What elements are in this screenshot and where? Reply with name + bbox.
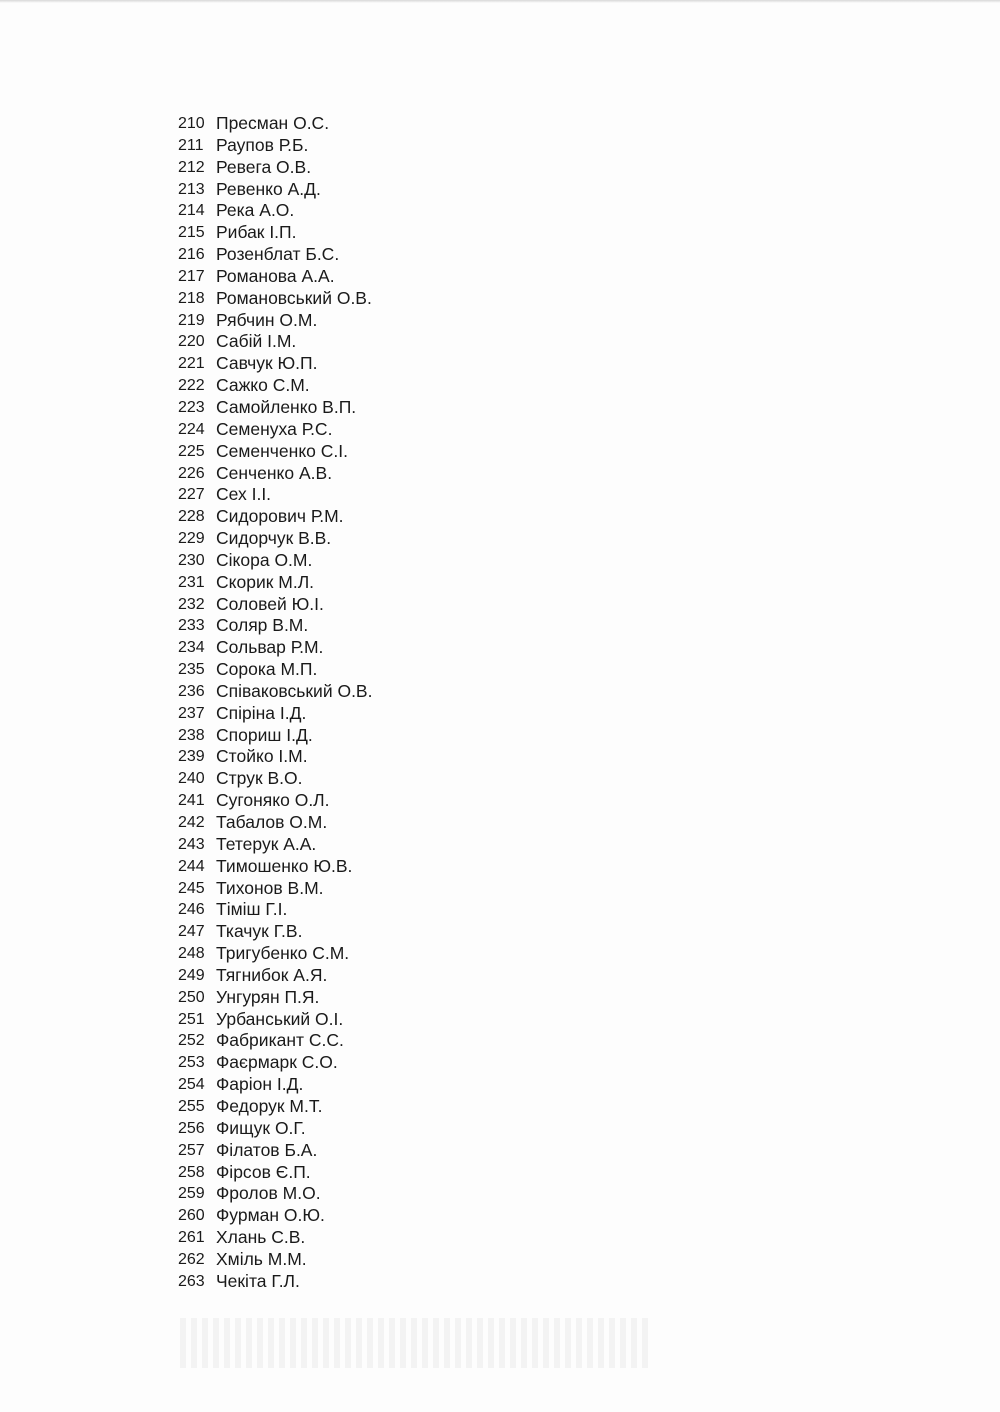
entry-number: 215 [178,224,205,242]
entry-name: Сольвар Р.М. [216,637,324,658]
entry-number: 253 [178,1054,205,1072]
names-list [178,113,372,1293]
entry-name: Розенблат Б.С. [216,244,340,265]
list-item [178,725,372,747]
list-item [178,1205,372,1227]
entry-name: Табалов О.М. [216,812,328,832]
entry-number: 229 [178,530,205,548]
entry-number: 214 [178,202,205,220]
entry-name: Скорик М.Л. [216,571,315,592]
list-item [178,419,372,441]
entry-name: Сидорчук В.В. [216,528,332,549]
entry-name: Фищук О.Г. [216,1117,306,1138]
entry-number: 235 [178,661,205,679]
entry-name: Сорока М.П. [216,659,318,680]
entry-number: 240 [178,770,205,788]
entry-number: 244 [178,857,205,875]
list-item [178,113,372,135]
list-item [178,244,372,266]
list-item [178,463,372,485]
list-item [178,856,372,878]
entry-name: Спориш І.Д. [216,724,313,745]
entry-number: 256 [178,1119,205,1137]
list-item [178,331,372,353]
entry-number: 254 [178,1076,205,1094]
entry-name: Тягнибок А.Я. [216,964,328,985]
bleed-through-text [180,1318,650,1368]
entry-name: Фаєрмарк С.О. [216,1052,338,1073]
list-item [178,222,372,244]
entry-number: 257 [178,1141,205,1159]
entry-name: Федорук М.Т. [216,1095,323,1116]
entry-number: 259 [178,1185,205,1203]
entry-name: Стойко І.М. [216,746,308,767]
entry-name: Хміль М.М. [216,1248,307,1269]
entry-number: 219 [178,311,205,329]
list-item [178,878,372,900]
entry-number: 222 [178,377,205,395]
entry-name: Тригубенко С.М. [216,943,350,964]
entry-number: 220 [178,333,205,351]
entry-number: 243 [178,835,205,853]
entry-name: Струк В.О. [216,768,303,789]
entry-number: 260 [178,1207,205,1225]
entry-name: Спіріна І.Д. [216,702,307,723]
entry-number: 238 [178,726,205,744]
entry-name: Семенуха Р.С. [216,418,333,439]
entry-name: Фролов М.О. [216,1183,321,1204]
list-item [178,397,372,419]
entry-number: 241 [178,792,205,810]
list-item [178,484,372,506]
list-item [178,375,372,397]
entry-name: Ревега О.В. [216,156,312,177]
list-item [178,1140,372,1162]
list-item [178,528,372,550]
list-item [178,834,372,856]
entry-name: Сугоняко О.Л. [216,790,330,811]
list-item [178,965,372,987]
entry-number: 250 [178,988,205,1006]
entry-name: Соловей Ю.І. [216,593,324,614]
entry-name: Самойленко В.П. [216,396,357,417]
list-item [178,921,372,943]
list-item [178,987,372,1009]
scan-top-edge [0,0,1000,3]
entry-number: 224 [178,420,205,438]
entry-name: Соляр В.М. [216,615,309,636]
list-item [178,615,372,637]
entry-number: 237 [178,704,205,722]
entry-number: 249 [178,966,205,984]
entry-number: 262 [178,1250,205,1268]
list-item [178,506,372,528]
list-item [178,768,372,790]
entry-name: Семенченко С.І. [216,440,348,461]
entry-name: Романова А.А. [216,265,335,286]
entry-name: Чекіта Г.Л. [216,1270,300,1291]
entry-name: Тетерук А.А. [216,833,317,854]
entry-number: 210 [178,115,205,132]
entry-name: Сажко С.М. [216,375,310,396]
entry-number: 232 [178,595,205,613]
entry-number: 242 [178,814,205,831]
entry-number: 245 [178,879,205,897]
entry-number: 213 [178,180,205,198]
entry-number: 228 [178,508,205,526]
list-item [178,899,372,921]
list-item [178,179,372,201]
list-item [178,135,372,157]
entry-name: Хлань С.В. [216,1227,306,1248]
list-item [178,157,372,179]
entry-number: 236 [178,682,205,700]
entry-number: 258 [178,1163,205,1181]
entry-number: 221 [178,355,205,373]
entry-name: Фабрикант С.С. [216,1030,344,1051]
list-item [178,1074,372,1096]
entry-name: Ревенко А.Д. [216,178,321,199]
list-item [178,353,372,375]
entry-name: Савчук Ю.П. [216,353,318,374]
entry-name: Сех І.І. [216,484,272,505]
list-item [178,550,372,572]
entry-number: 230 [178,551,205,569]
entry-number: 263 [178,1272,205,1290]
entry-name: Співаковський О.В. [216,680,373,701]
list-item [178,1009,372,1031]
list-item [178,200,372,222]
entry-name: Сенченко А.В. [216,462,333,483]
entry-number: 233 [178,617,205,635]
entry-name: Філатов Б.А. [216,1139,318,1160]
entry-number: 252 [178,1032,205,1050]
entry-number: 217 [178,267,205,285]
list-item [178,1030,372,1052]
entry-number: 218 [178,289,205,307]
entry-name: Фаріон І.Д. [216,1074,304,1095]
entry-number: 216 [178,246,205,264]
entry-name: Фірсов Є.П. [216,1161,311,1182]
entry-number: 226 [178,464,205,482]
list-item [178,812,372,834]
entry-name: Сабій І.М. [216,331,297,352]
list-item [178,703,372,725]
entry-name: Романовський О.В. [216,287,372,308]
list-item [178,1118,372,1140]
entry-number: 234 [178,639,205,657]
list-item [178,746,372,768]
list-item [178,572,372,594]
list-item [178,594,372,616]
entry-name: Ткачук Г.В. [216,921,303,942]
entry-name: Унгурян П.Я. [216,986,320,1007]
list-item [178,1162,372,1184]
entry-name: Тихонов В.М. [216,877,324,898]
list-item [178,637,372,659]
entry-name: Раупов Р.Б. [216,134,309,155]
entry-number: 225 [178,442,205,460]
entry-number: 247 [178,923,205,941]
entry-name: Река А.О. [216,200,295,221]
entry-name: Урбанський О.І. [216,1008,344,1029]
list-item [178,790,372,812]
entry-name: Тимошенко Ю.В. [216,855,353,876]
entry-name: Тіміш Г.І. [216,899,288,920]
list-item [178,1052,372,1074]
list-item [178,310,372,332]
list-item [178,1271,372,1293]
entry-name: Рибак І.П. [216,222,297,243]
list-item [178,681,372,703]
entry-number: 248 [178,945,205,963]
list-item [178,1096,372,1118]
entry-name: Сидорович Р.М. [216,506,344,527]
entry-number: 231 [178,573,205,591]
entry-number: 261 [178,1229,205,1247]
entry-number: 246 [178,901,205,919]
entry-name: Сікора О.М. [216,549,313,570]
entry-number: 239 [178,748,205,766]
entry-number: 227 [178,486,205,504]
entry-name: Пресман О.С. [216,113,330,133]
entry-number: 255 [178,1097,205,1115]
entry-number: 251 [178,1010,205,1028]
list-item [178,659,372,681]
list-item [178,441,372,463]
entry-name: Рябчин О.М. [216,309,318,330]
list-item [178,288,372,310]
entry-number: 212 [178,158,205,176]
list-item [178,1183,372,1205]
list-item [178,1249,372,1271]
list-item [178,266,372,288]
list-item [178,1227,372,1249]
list-item [178,943,372,965]
entry-number: 223 [178,398,205,416]
entry-name: Фурман О.Ю. [216,1205,325,1226]
entry-number: 211 [178,136,204,154]
